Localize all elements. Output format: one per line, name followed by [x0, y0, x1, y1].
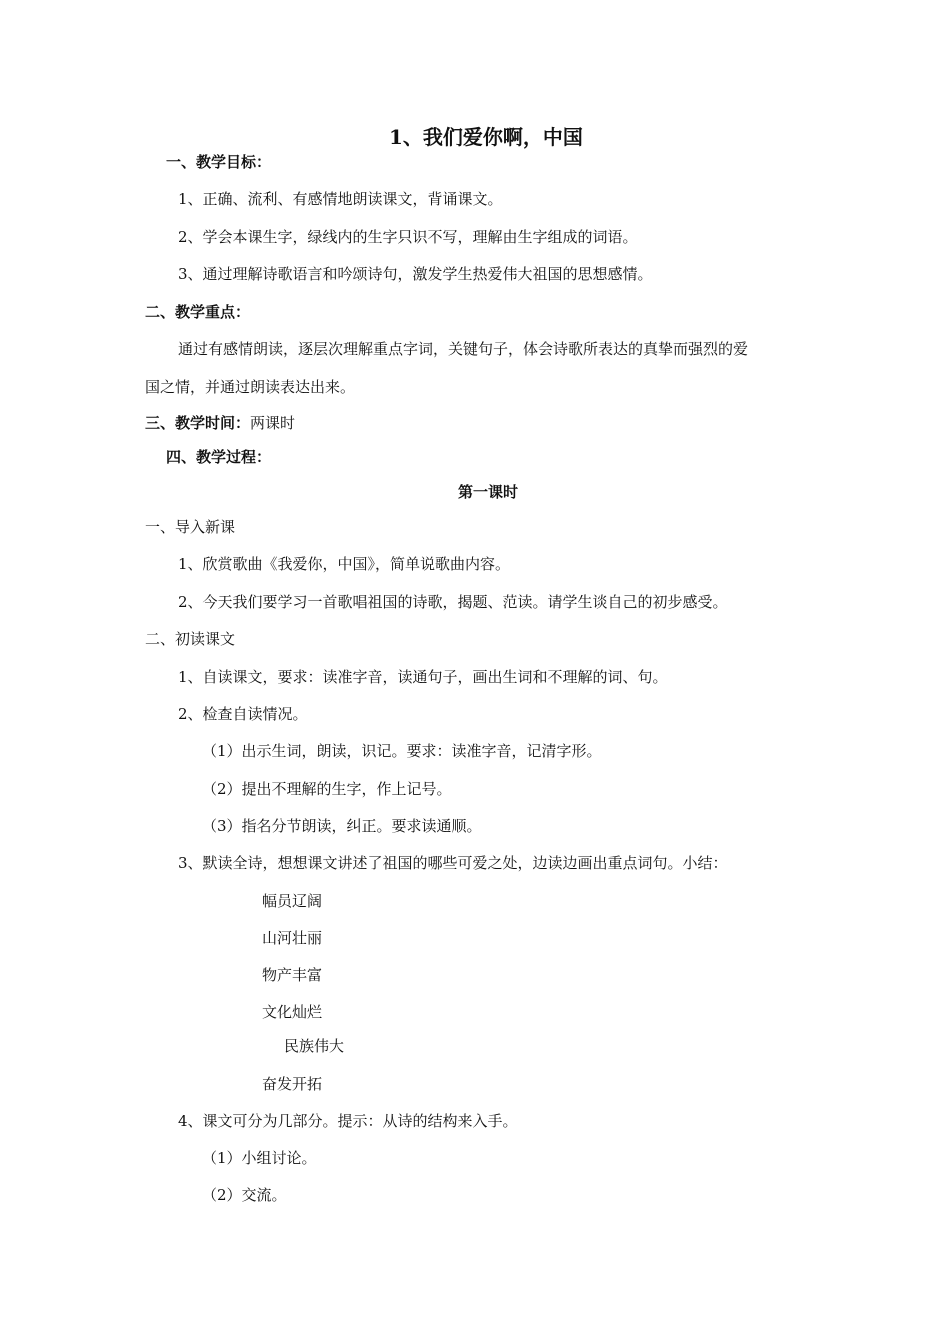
summary-term: 物产丰富	[262, 966, 323, 984]
list-item: 2、检查自读情况。	[178, 705, 308, 723]
summary-term: 民族伟大	[284, 1037, 345, 1055]
list-item: 1、欣赏歌曲《我爱你，中国》，简单说歌曲内容。	[178, 555, 511, 573]
focus-paragraph-line: 通过有感情朗读，逐层次理解重点字词，关键句子，体会诗歌所表达的真挚而强烈的爱	[178, 340, 749, 358]
summary-term: 文化灿烂	[262, 1003, 323, 1021]
sub-item: （1）出示生词，朗读，识记。要求：读准字音，记清字形。	[202, 742, 602, 760]
list-item: 2、今天我们要学习一首歌唱祖国的诗歌，揭题、范读。请学生谈自己的初步感受。	[178, 593, 728, 611]
summary-term: 幅员辽阔	[262, 892, 323, 910]
sub-item: （3）指名分节朗读，纠正。要求读通顺。	[202, 817, 482, 835]
summary-term: 山河壮丽	[262, 929, 323, 947]
summary-term: 奋发开拓	[262, 1075, 323, 1093]
time-row	[145, 413, 295, 433]
section-heading: 二、初读课文	[145, 630, 236, 648]
focus-heading: 二、教学重点：	[145, 303, 251, 321]
sub-item: （2）交流。	[202, 1186, 287, 1204]
focus-paragraph-line: 国之情，并通过朗读表达出来。	[145, 378, 356, 396]
document-title: 1、我们爱你啊，中国	[389, 125, 583, 149]
goal-item: 1、正确、流利、有感情地朗读课文，背诵课文。	[178, 190, 503, 208]
list-item: 1、自读课文，要求：读准字音，读通句子，画出生词和不理解的词、句。	[178, 668, 668, 686]
list-item: 4、课文可分为几部分。提示：从诗的结构来入手。	[178, 1112, 518, 1130]
section-heading: 一、导入新课	[145, 518, 236, 536]
list-item: 3、默读全诗，想想课文讲述了祖国的哪些可爱之处，边读边画出重点词句。小结：	[178, 854, 728, 872]
time-value: 两课时	[250, 414, 296, 432]
lesson-heading: 第一课时	[458, 483, 519, 501]
goals-heading: 一、教学目标：	[166, 153, 272, 171]
sub-item: （2）提出不理解的生字，作上记号。	[202, 780, 452, 798]
process-heading: 四、教学过程：	[166, 448, 272, 466]
goal-item: 2、学会本课生字，绿线内的生字只识不写，理解由生字组成的词语。	[178, 228, 638, 246]
sub-item: （1）小组讨论。	[202, 1149, 317, 1167]
goal-item: 3、通过理解诗歌语言和吟颂诗句，激发学生热爱伟大祖国的思想感情。	[178, 265, 653, 283]
time-heading: 三、教学时间：	[145, 414, 251, 432]
